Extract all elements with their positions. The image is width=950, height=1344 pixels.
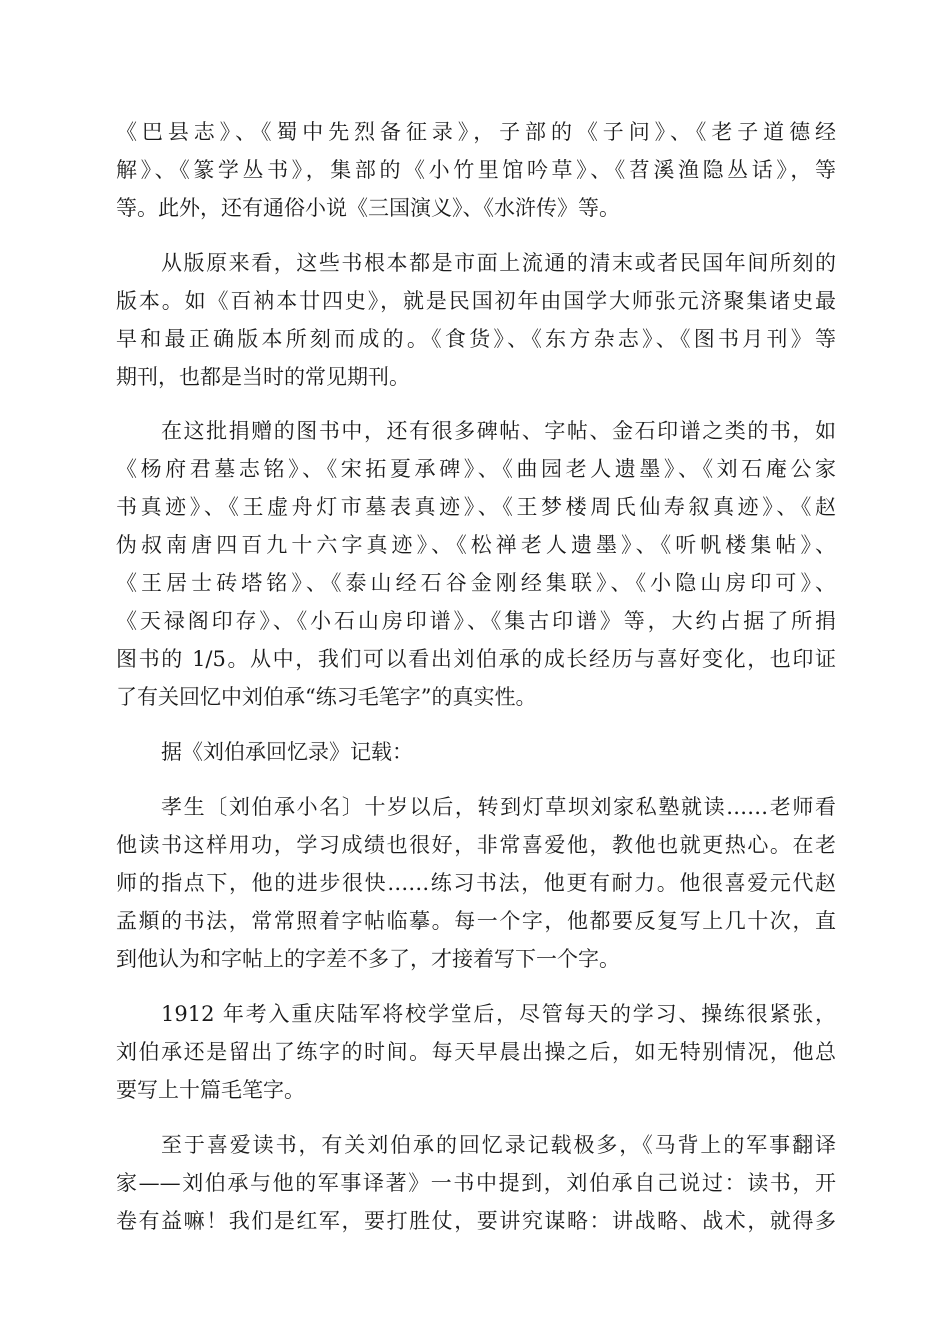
p1-line-3: 等。此外，还有通俗小说《三国演义》、《水浒传》等。 [116,196,620,220]
p7-line-2: 家——刘伯承与他的军事译著》一书中提到，刘伯承自己说过：读书，开 [116,1171,836,1195]
p4-line-1: 据《刘伯承回忆录》记载： [161,740,413,764]
p3-line-8: 了有关回忆中刘伯承“练习毛笔字”的真实性。 [116,685,537,709]
p3-line-7: 图书的 1/5。从中，我们可以看出刘伯承的成长经历与喜好变化，也印证 [116,647,836,671]
p6-line-2: 刘伯承还是留出了练字的时间。每天早晨出操之后，如无特别情况，他总 [116,1040,836,1064]
p5-line-5: 到他认为和字帖上的字差不多了，才接着写下一个字。 [116,947,620,971]
p2-line-2: 版本。如《百衲本廿四史》，就是民国初年由国学大师张元济聚集诸史最 [116,289,836,313]
p6-line-3: 要写上十篇毛笔字。 [116,1078,305,1102]
p3-line-3: 书真迹》、《王虚舟灯市墓表真迹》、《王梦楼周氏仙寿叙真迹》、《赵 [116,495,836,519]
p7-line-3: 卷有益嘛！我们是红军，要打胜仗，要讲究谋略：讲战略、战术，就得多 [116,1209,836,1233]
p5-line-2: 他读书这样用功，学习成绩也很好，非常喜爱他，教他也就更热心。在老 [116,833,836,857]
p5-line-4: 孟頫的书法，常常照着字帖临摹。每一个字，他都要反复写上几十次，直 [116,909,836,933]
p3-line-6: 《天禄阁印存》、《小石山房印谱》、《集古印谱》等，大约占据了所捐 [116,609,836,633]
p2-line-1: 从版原来看，这些书根本都是市面上流通的清末或者民国年间所刻的 [161,251,836,275]
p1-line-2: 解》、《篆学丛书》，集部的《小竹里馆吟草》、《苕溪渔隐丛话》，等 [116,158,836,182]
p7-line-1: 至于喜爱读书，有关刘伯承的回忆录记载极多，《马背上的军事翻译 [161,1133,836,1157]
p3-line-4: 伪叔南唐四百九十六字真迹》、《松禅老人遗墨》、《听帆楼集帖》、 [116,533,836,557]
p6-line-1: 1912 年考入重庆陆军将校学堂后，尽管每天的学习、操练很紧张， [161,1002,836,1026]
p2-line-3: 早和最正确版本所刻而成的。《食货》、《东方杂志》、《图书月刊》等 [116,327,836,351]
p3-line-2: 《杨府君墓志铭》、《宋拓夏承碑》、《曲园老人遗墨》、《刘石庵公家 [116,457,836,481]
p2-line-4: 期刊，也都是当时的常见期刊。 [116,365,410,389]
p5-line-1: 孝生〔刘伯承小名〕十岁以后，转到灯草坝刘家私塾就读……老师看 [161,795,836,819]
p3-line-1: 在这批捐赠的图书中，还有很多碑帖、字帖、金石印谱之类的书，如 [161,419,836,443]
p3-line-5: 《王居士砖塔铭》、《泰山经石谷金刚经集联》、《小隐山房印可》、 [116,571,836,595]
p5-line-3: 师的指点下，他的进步很快……练习书法，他更有耐力。他很喜爱元代赵 [116,871,836,895]
p1-line-1: 《巴县志》、《蜀中先烈备征录》，子部的《子问》、《老子道德经 [116,120,836,144]
